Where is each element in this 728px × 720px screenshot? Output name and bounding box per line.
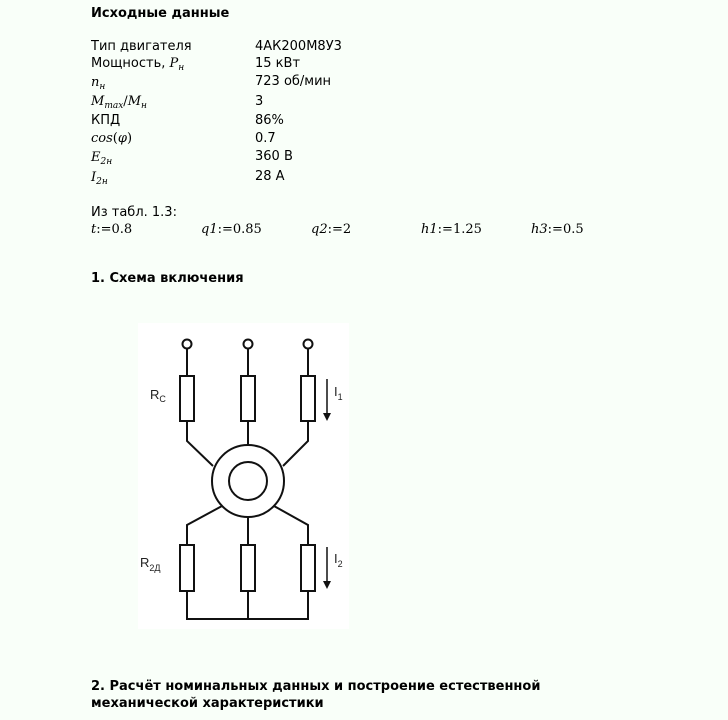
row-efficiency-value: 86% xyxy=(255,113,284,128)
power-label-text: Мощность, xyxy=(91,56,170,71)
row-efficiency-label: КПД xyxy=(91,113,121,128)
row-power-value: 15 кВт xyxy=(255,56,301,71)
terminal-1 xyxy=(183,340,192,349)
label-i1: $I_1$ xyxy=(334,384,343,402)
section-title-nominal-calculation: 2. Расчёт номинальных данных и построение естественной механической характеристики xyxy=(91,679,541,711)
terminal-2 xyxy=(244,340,253,349)
row-e2-symbol: $E_{2н}$ xyxy=(91,150,113,167)
rotor-resistor-2 xyxy=(241,545,255,591)
label-i2: $I_2$ xyxy=(334,551,343,569)
stator-resistor-3 xyxy=(301,376,315,421)
stator-resistor-2 xyxy=(241,376,255,421)
terminal-3 xyxy=(304,340,313,349)
section-title-source-data: Исходные данные xyxy=(91,6,230,21)
param-h1: h1:=1.25 xyxy=(421,222,482,237)
row-motor-type-label: Тип двигателя xyxy=(91,39,192,54)
wiring-diagram-svg xyxy=(138,323,349,629)
stator-resistor-1 xyxy=(180,376,194,421)
param-q1: q1:=0.85 xyxy=(201,222,262,237)
label-r2d: $R_{2Д}$ xyxy=(140,555,161,573)
param-t: t:=0.8 xyxy=(91,222,133,237)
row-speed-symbol: $n_н$ xyxy=(91,75,106,92)
rotor-resistor-3 xyxy=(301,545,315,591)
row-e2-value: 360 В xyxy=(255,149,293,164)
label-rc: $R_C$ xyxy=(150,387,166,404)
param-q2: q2:=2 xyxy=(311,222,352,237)
row-speed-value: 723 об/мин xyxy=(255,74,332,89)
section-title-wiring-diagram: 1. Схема включения xyxy=(91,271,244,286)
motor-rotor xyxy=(229,462,267,500)
row-i2-value: 28 А xyxy=(255,169,285,184)
row-cos-phi-value: 0.7 xyxy=(255,131,276,146)
param-h3: h3:=0.5 xyxy=(531,222,584,237)
power-symbol: $P_н$ xyxy=(169,56,185,73)
wiring-diagram xyxy=(138,323,349,629)
row-i2-symbol: $I_{2н}$ xyxy=(91,170,108,187)
table-reference: Из табл. 1.3: xyxy=(91,205,177,220)
row-torque-ratio-symbol: $M_{max}/M_н$ xyxy=(91,94,147,111)
row-torque-ratio-value: 3 xyxy=(255,94,264,109)
row-power-label xyxy=(91,55,184,73)
rotor-resistor-1 xyxy=(180,545,194,591)
row-cos-phi-symbol: cos(φ) xyxy=(91,131,133,146)
row-motor-type-value: 4АК200М8У3 xyxy=(255,39,342,54)
